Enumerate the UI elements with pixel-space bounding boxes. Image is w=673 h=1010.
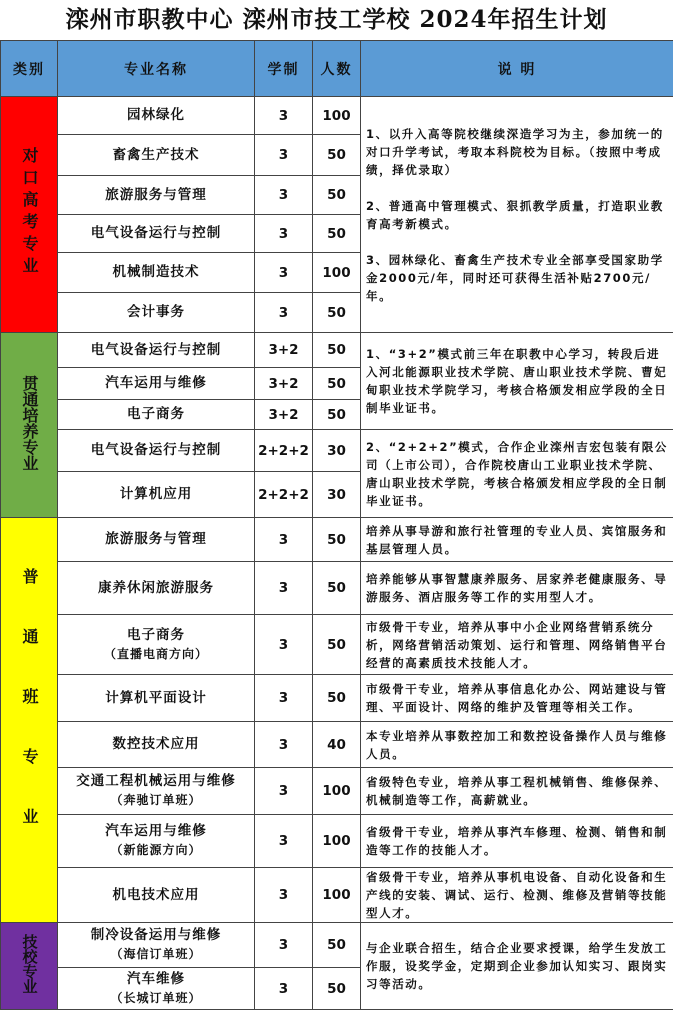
table-row (1, 722, 673, 768)
study-years: 3 (255, 253, 313, 293)
study-years: 3 (255, 923, 313, 968)
header-major: 专业名称 (58, 41, 255, 97)
enrollment-count: 50 (313, 615, 361, 675)
study-years: 3 (255, 135, 313, 176)
major-name-text: 制冷设备运用与维修 (91, 927, 222, 943)
major-name (58, 768, 255, 815)
major-subtitle: （海信订单班） (58, 945, 254, 964)
enrollment-count: 50 (313, 135, 361, 176)
category-label: 贯通培养专业 (19, 375, 39, 471)
study-years: 3 (255, 868, 313, 923)
study-years: 3 (255, 215, 313, 253)
study-years: 3 (255, 176, 313, 215)
study-years: 3+2 (255, 368, 313, 400)
description-cell: 培养从事导游和旅行社管理的专业人员、宾馆服务和基层管理人员。 (361, 518, 673, 562)
study-years: 3 (255, 675, 313, 722)
major-name-text: 园林绿化 (127, 107, 185, 123)
major-name (58, 518, 255, 562)
description-cell: 培养能够从事智慧康养服务、居家养老健康服务、导游服务、酒店服务等工作的实用型人才。 (361, 562, 673, 615)
enrollment-count: 50 (313, 923, 361, 968)
header-count: 人数 (313, 41, 361, 97)
study-years: 2+2+2 (255, 472, 313, 518)
table-row (1, 768, 673, 815)
enrollment-count: 100 (313, 253, 361, 293)
enrollment-count: 100 (313, 97, 361, 135)
major-name (58, 472, 255, 518)
page-title: 滦州市职教中心 滦州市技工学校 2024年招生计划 (0, 0, 673, 40)
description-cell: 省级骨干专业，培养从事汽车修理、检测、销售和制造等工作的技能人才。 (361, 815, 673, 868)
description-cell: 省级特色专业，培养从事工程机械销售、维修保养、机械制造等工作，高薪就业。 (361, 768, 673, 815)
major-name-text: 电子商务 (127, 406, 185, 422)
major-name-text: 汽车维修 (127, 971, 185, 987)
study-years: 3 (255, 562, 313, 615)
enrollment-count: 50 (313, 293, 361, 333)
major-name-text: 汽车运用与维修 (105, 823, 207, 839)
study-years: 3+2 (255, 333, 313, 368)
description-cell: 1、“3+2”模式前三年在职教中心学习，转段后进入河北能源职业技术学院、唐山职业技术学院、曹妃甸职业技术学院学习，考核合格颁发相应学段的全日制毕业证书。 (361, 333, 673, 430)
enrollment-count: 50 (313, 968, 361, 1010)
major-name-text: 电气设备运行与控制 (91, 342, 222, 358)
study-years: 3 (255, 293, 313, 333)
table-row (1, 923, 673, 968)
description-cell: 本专业培养从事数控加工和数控设备操作人员与维修人员。 (361, 722, 673, 768)
table-row (1, 430, 673, 472)
major-name-text: 交通工程机械运用与维修 (76, 773, 236, 789)
major-name (58, 176, 255, 215)
category-cell (1, 333, 58, 518)
major-name (58, 675, 255, 722)
major-subtitle: （新能源方向） (58, 841, 254, 860)
study-years: 3 (255, 968, 313, 1010)
study-years: 3 (255, 815, 313, 868)
major-name-text: 机电技术应用 (113, 887, 200, 903)
enrollment-count: 100 (313, 768, 361, 815)
enrollment-count: 50 (313, 562, 361, 615)
table-row (1, 868, 673, 923)
major-name-text: 计算机应用 (120, 486, 193, 502)
table-row (1, 333, 673, 368)
category-cell (1, 97, 58, 333)
study-years: 3 (255, 97, 313, 135)
major-name (58, 815, 255, 868)
header-description: 说 明 (361, 41, 673, 97)
major-name-text: 计算机平面设计 (105, 690, 207, 706)
category-label: 技校专业 (20, 934, 39, 994)
study-years: 3 (255, 615, 313, 675)
major-name-text: 汽车运用与维修 (105, 375, 207, 391)
major-name-text: 电气设备运行与控制 (91, 225, 222, 241)
table-row (1, 675, 673, 722)
major-name-text: 旅游服务与管理 (105, 187, 207, 203)
enrollment-count: 30 (313, 430, 361, 472)
description-cell: 2、“2+2+2”模式，合作企业滦州吉宏包装有限公司（上市公司），合作院校唐山工业职业技术学院、唐山职业技术学院，考核合格颁发相应学段的全日制毕业证书。 (361, 430, 673, 518)
major-name-text: 数控技术应用 (113, 736, 200, 752)
description-cell: 市级骨干专业，培养从事中小企业网络营销系统分析，网络营销活动策划、运行和管理、网络销售平台经营的高素质技术技能人才。 (361, 615, 673, 675)
major-name (58, 430, 255, 472)
major-name (58, 615, 255, 675)
major-name-text: 康养休闲旅游服务 (98, 580, 214, 596)
major-subtitle: （长城订单班） (58, 989, 254, 1008)
major-name (58, 293, 255, 333)
table-row (1, 97, 673, 135)
major-name-text: 机械制造技术 (113, 264, 200, 280)
enrollment-count: 50 (313, 400, 361, 430)
study-years: 3 (255, 518, 313, 562)
study-years: 2+2+2 (255, 430, 313, 472)
major-name (58, 923, 255, 968)
major-name (58, 868, 255, 923)
enrollment-count: 30 (313, 472, 361, 518)
description-cell: 与企业联合招生，结合企业要求授课，给学生发放工作服，设奖学金，定期到企业参加认知实习、跟岗实习等活动。 (361, 923, 673, 1010)
major-name-text: 旅游服务与管理 (105, 531, 207, 547)
study-years: 3 (255, 722, 313, 768)
table-row (1, 518, 673, 562)
enrollment-count: 100 (313, 868, 361, 923)
major-subtitle: （直播电商方向） (58, 645, 254, 664)
major-name (58, 135, 255, 176)
category-label: 对口高考专业 (19, 147, 39, 279)
major-name (58, 968, 255, 1010)
table-row (1, 562, 673, 615)
category-label: 普通班专业 (19, 568, 39, 868)
major-name (58, 215, 255, 253)
study-years: 3+2 (255, 400, 313, 430)
major-name (58, 562, 255, 615)
description-cell: 1、以升入高等院校继续深造学习为主，参加统一的对口升学考试，考取本科院校为目标。（按照中考成绩，择优录取） 2、普通高中管理模式、狠抓教学质量，打造职业教育高考新模式。 3、园林绿化、畜禽生产技术专业全部享受国家助学金2000元/年，同时还可获得生活补贴2700元/年。 (361, 97, 673, 333)
major-name (58, 400, 255, 430)
header-years: 学制 (255, 41, 313, 97)
enrollment-count: 50 (313, 675, 361, 722)
enrollment-count: 50 (313, 333, 361, 368)
major-name-text: 畜禽生产技术 (113, 147, 200, 163)
major-subtitle: （奔驰订单班） (58, 791, 254, 810)
enrollment-count: 50 (313, 368, 361, 400)
table-header-row (1, 41, 673, 97)
major-name (58, 333, 255, 368)
enrollment-count: 40 (313, 722, 361, 768)
category-cell (1, 923, 58, 1010)
header-category: 类别 (1, 41, 58, 97)
major-name-text: 电气设备运行与控制 (91, 442, 222, 458)
category-cell (1, 518, 58, 923)
enrollment-count: 50 (313, 176, 361, 215)
enrollment-table (0, 40, 673, 1010)
table-row (1, 815, 673, 868)
major-name-text: 会计事务 (127, 304, 185, 320)
enrollment-count: 50 (313, 215, 361, 253)
description-cell: 省级骨干专业，培养从事机电设备、自动化设备和生产线的安装、调试、运行、检测、维修及营销等技能型人才。 (361, 868, 673, 923)
description-cell: 市级骨干专业，培养从事信息化办公、网站建设与管理、平面设计、网络的维护及管理等相关工作。 (361, 675, 673, 722)
major-name (58, 368, 255, 400)
study-years: 3 (255, 768, 313, 815)
major-name (58, 253, 255, 293)
major-name (58, 722, 255, 768)
enrollment-count: 100 (313, 815, 361, 868)
table-row (1, 615, 673, 675)
enrollment-count: 50 (313, 518, 361, 562)
major-name-text: 电子商务 (127, 627, 185, 643)
major-name (58, 97, 255, 135)
